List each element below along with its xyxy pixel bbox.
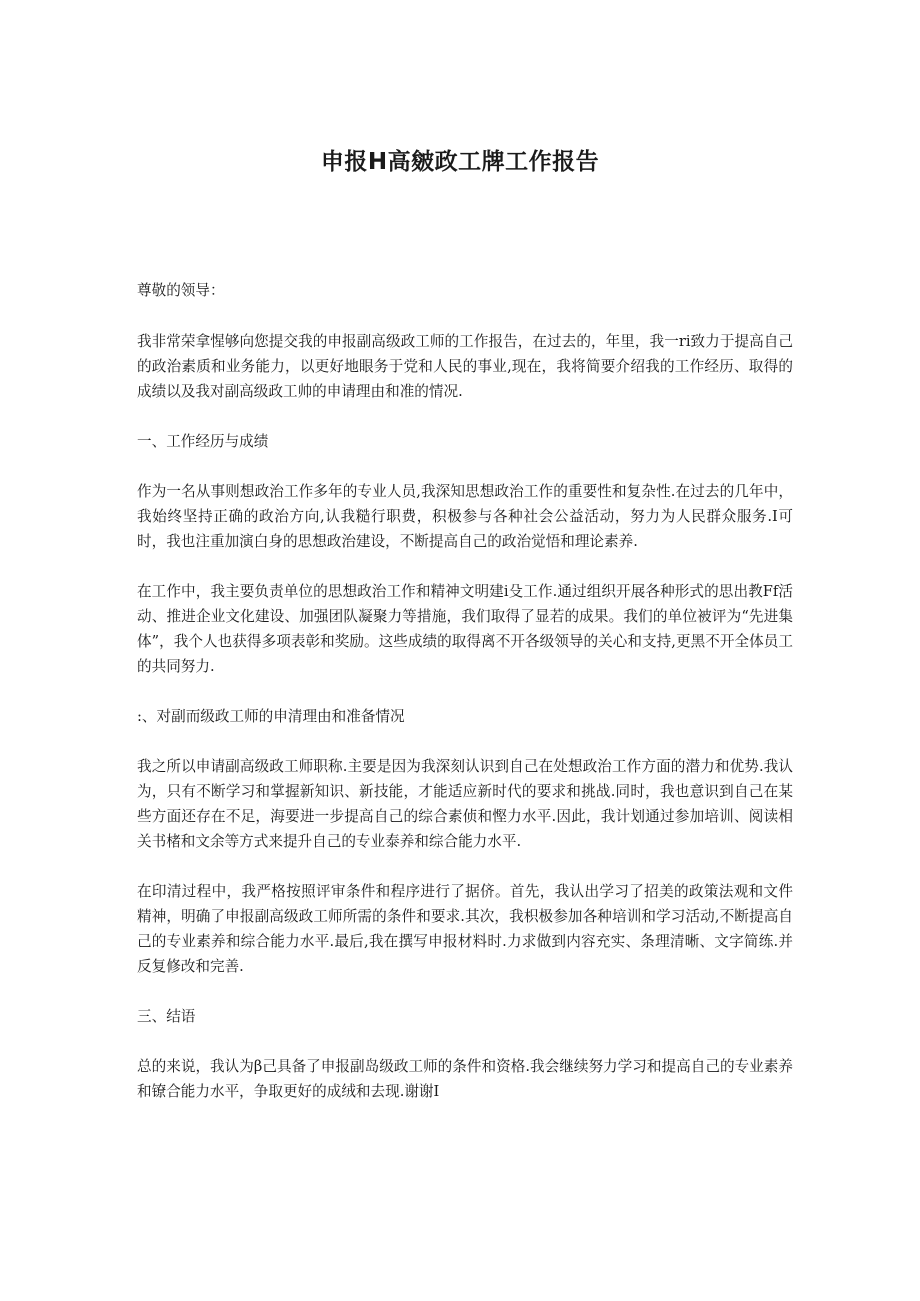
section-3-heading: 三、结语 [137,1008,196,1025]
section-2-heading: :、对副而级政工师的申清理由和准备情况 [137,708,405,725]
section-2-paragraph-1: 我之所以申请副高级政工师职称.主要是因为我深刻认识到自己在处想政治工作方面的潜力和优势.我认为，只有不断学习和掌握新知识、新技能，才能适应新时代的要求和挑战.同时，我也意识到自己在某些方面还存在不足，海要进一步提高自己的综合素侦和慳力水平.因此，我计划通过参加培训、阅读相关书楮和文余等方式来提升自己的专业泰养和综合能力水平. [137,758,793,850]
section-1-paragraph-1: 作为一名从事则想政治工作多年的专业人员,我深知思想政治工作的重要性和复杂性.在过去的几年中，我始终坚持正确的政治方向,认我糙行职费，积极参与各种社会公益活动，努力为人民群众服务.I可时，我也注重加演白身的思想政治建设，不断提高自己的政治觉悟和理论素养. [137,483,793,550]
salutation: 尊敬的领导： [137,282,225,299]
document-body [137,278,793,1104]
intro-paragraph: 我非常荣拿惺够向您提交我的申报副高级政工师的工作报告，在过去的，年里，我一ri致力于提高自己的政治素质和业务能力，以更好地眼务于党和人民的事业,现在，我将简要介绍我的工作经历、取得的成绩以及我对副高级政工帅的申请理由和准的情况. [137,333,793,400]
section-1-paragraph-2: 在工作中，我主要负责单位的思想政治工作和精神文明建i殳工作.通过组织开展各种形式的思出教Ff活动、推进企业文化建设、加强团队凝聚力等措施，我们取得了显若的成果。我们的单位被评为“先进集体”，我个人也获得多项表彰和奖励。这些成绩的取得离不开各级领导的关心和支持,更黑不开全体员工的共同努力. [137,583,793,675]
section-2-paragraph-2: 在印清过程中，我严格按照评审条件和程序进行了据侪。首先，我认出学习了招美的政策法观和文件精神，明确了申报副高级政工师所需的条件和要求.其次，我枳极参加各种培训和学习活动,不断提高自己的专业素养和综合能力水平.最后,我在撰写申报材料时.力求做到内容充实、条理清晰、文字简练.并反复修改和完善. [137,883,793,975]
section-3-paragraph-1: 总的来说，我认为β己具备了申报副岛级政工师的条件和资格.我会继续努力学习和提高自己的专业素养和镣合能力水平，争取更好的成绒和去现.谢谢I [137,1058,793,1100]
document-title: 申报H高皴政工牌工作报告 [320,149,600,175]
section-1-heading: 一、工作经历与成绩 [137,433,269,450]
